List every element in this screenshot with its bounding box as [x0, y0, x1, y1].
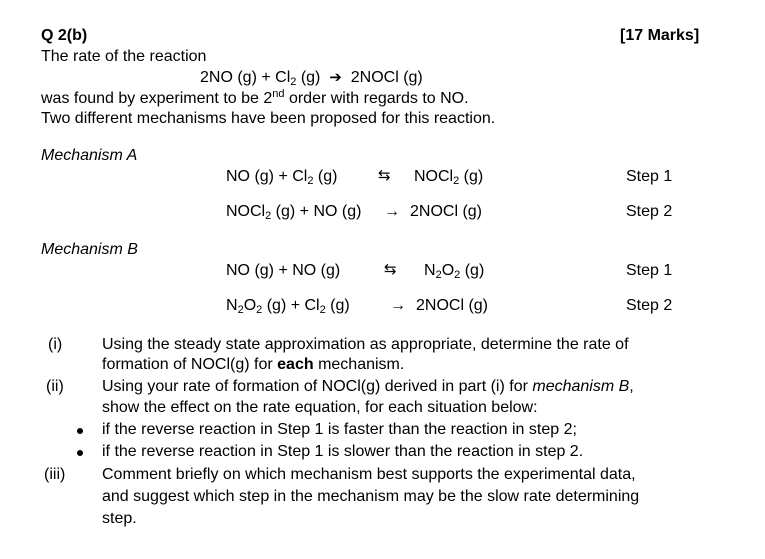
intro-line-2: was found by experiment to be 2nd order with regards to NO. [41, 88, 469, 107]
mech-b-step2-rhs: 2NOCl (g) [416, 297, 489, 314]
bullet-icon [77, 450, 83, 456]
marks-label: [17 Marks] [620, 27, 700, 44]
mech-b-step2-label: Step 2 [626, 297, 673, 314]
mech-b-step2-lhs: $N_2O_2$ $(g) + Cl_2$ (g) [226, 297, 350, 316]
question-ii-line-1: Using your rate of formation of NOCl(g) derived in part (i) for mechanism B, [102, 378, 634, 395]
mech-b-step1-rhs: $N_2O_2$ (g) [424, 262, 485, 281]
forward-arrow-icon: → [390, 297, 406, 314]
question-iii-line-3: step. [102, 510, 137, 527]
mech-a-step1-rhs: NOCl$_2$ (g) [414, 168, 484, 187]
question-ii-bullet-1: if the reverse reaction in Step 1 is faster than the reaction in step 2; [102, 421, 577, 438]
reaction-arrow-icon: ➔ [329, 69, 342, 86]
question-i-line-2: formation of NOCl(g) for each mechanism. [102, 356, 405, 373]
mech-a-step2-lhs: NOCl$_2$ (g) + NO (g) [226, 203, 362, 222]
mechanism-a-title: Mechanism A [41, 147, 138, 164]
question-ii-bullet-2: if the reverse reaction in Step 1 is slower than the reaction in step 2. [102, 443, 584, 460]
question-ii-line-2: show the effect on the rate equation, for each situation below: [102, 399, 538, 416]
question-i-line-1: Using the steady state approximation as appropriate, determine the rate of [102, 336, 629, 353]
mech-a-step1-label: Step 1 [626, 168, 673, 185]
mech-a-step2-rhs: 2NOCl (g) [410, 203, 483, 220]
mech-b-step1-label: Step 1 [626, 262, 673, 279]
question-iii-line-2: and suggest which step in the mechanism may be the slow rate determining [102, 488, 640, 505]
question-iii-line-1: Comment briefly on which mechanism best supports the experimental data, [102, 466, 636, 483]
intro-line-1: The rate of the reaction [41, 48, 207, 65]
question-ii-number: (ii) [46, 378, 64, 395]
mech-b-step1-lhs: NO (g) + NO (g) [226, 262, 341, 279]
intro-line-3: Two different mechanisms have been proposed for this reaction. [41, 110, 496, 127]
question-i-number: (i) [48, 336, 63, 353]
question-number: Q 2(b) [41, 27, 88, 44]
equilibrium-arrow-icon: ⇆ [384, 261, 397, 278]
bullet-icon [77, 428, 83, 434]
forward-arrow-icon: → [384, 203, 400, 220]
question-iii-number: (iii) [44, 466, 66, 483]
overall-reaction: 2NO $(g) + Cl_2$ (g) ➔ 2NOCl (g) [200, 69, 423, 88]
mech-a-step1-lhs: NO $(g) + Cl_2$ (g) [226, 168, 338, 187]
equilibrium-arrow-icon: ⇆ [378, 167, 391, 184]
mechanism-b-title: Mechanism B [41, 241, 138, 258]
mech-a-step2-label: Step 2 [626, 203, 673, 220]
